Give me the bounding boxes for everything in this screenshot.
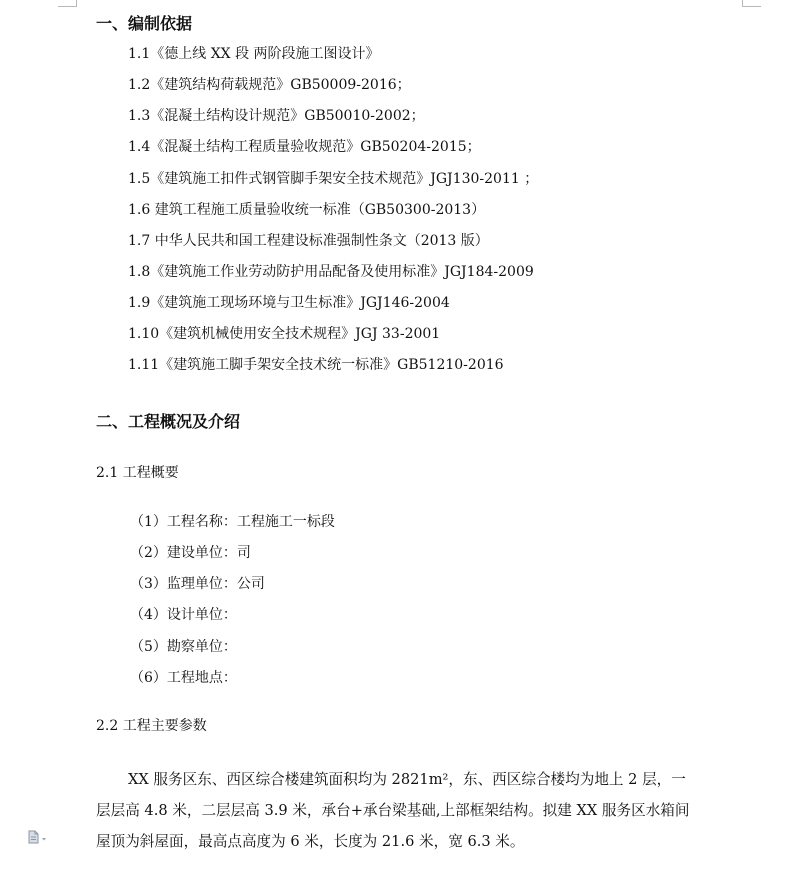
subsection-title-parameters: 2.2 工程主要参数 (96, 718, 207, 734)
paste-options-button[interactable] (27, 829, 49, 843)
parameters-paragraph-line: 屋顶为斜屋面，最高点高度为 6 米，长度为 21.6 米，宽 6.3 米。 (96, 833, 525, 850)
margin-corner-marker (742, 0, 761, 7)
reference-item: 1.5《建筑施工扣件式钢管脚手架安全技术规范》JGJ130-2011 ； (128, 171, 539, 187)
reference-item: 1.3《混凝土结构设计规范》GB50010-2002； (128, 108, 425, 124)
project-info-item: （1）工程名称：工程施工一标段 (130, 514, 335, 530)
project-info-item: （6）工程地点： (130, 670, 237, 686)
project-info-item: （3）监理单位：公司 (130, 576, 265, 592)
reference-item: 1.10《建筑机械使用安全技术规程》JGJ 33-2001 (128, 326, 441, 342)
reference-item: 1.2《建筑结构荷载规范》GB50009-2016； (128, 77, 411, 93)
chevron-down-icon (42, 838, 46, 841)
margin-corner-marker (58, 0, 77, 7)
section-heading-overview: 二、工程概况及介绍 (96, 412, 241, 431)
reference-item: 1.6 建筑工程施工质量验收统一标准（GB50300-2013） (128, 202, 486, 218)
section-heading-basis: 一、编制依据 (96, 14, 193, 33)
reference-item: 1.8《建筑施工作业劳动防护用品配备及使用标准》JGJ184-2009 (128, 264, 534, 280)
document-icon (27, 830, 49, 844)
reference-item: 1.4《混凝土结构工程质量验收规范》GB50204-2015； (128, 139, 481, 155)
reference-item: 1.11《建筑施工脚手架安全技术统一标准》GB51210-2016 (128, 357, 504, 373)
subsection-title-summary: 2.1 工程概要 (96, 465, 179, 481)
project-info-item: （4）设计单位： (130, 607, 237, 623)
reference-item: 1.7 中华人民共和国工程建设标准强制性条文（2013 版） (128, 233, 489, 249)
parameters-paragraph-line: XX 服务区东、西区综合楼建筑面积均为 2821m²，东、西区综合楼均为地上 2 层，一 (128, 771, 686, 788)
project-info-item: （5）勘察单位： (130, 639, 237, 655)
parameters-paragraph-line: 层层高 4.8 米，二层层高 3.9 米，承台+承台梁基础,上部框架结构。拟建 XX 服务区水箱间 (96, 802, 690, 819)
project-info-item: （2）建设单位：司 (130, 545, 251, 561)
reference-item: 1.1《德上线 XX 段 两阶段施工图设计》 (128, 46, 380, 62)
reference-item: 1.9《建筑施工现场环境与卫生标准》JGJ146-2004 (128, 295, 450, 311)
